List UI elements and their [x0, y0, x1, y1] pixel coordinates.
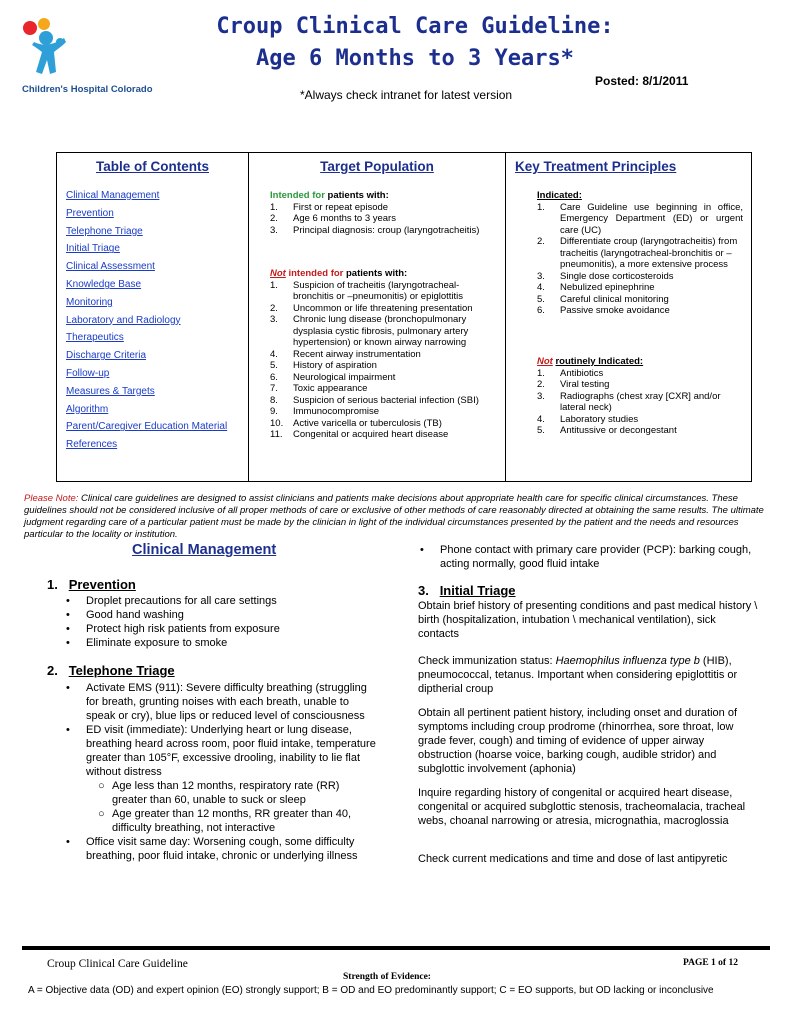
list-item: ○ Age greater than 12 months, RR greater than 40, difficulty breathing, not interactive [98, 808, 352, 834]
key-treatment-column [506, 153, 751, 481]
list-item: • ED visit (immediate): Underlying heart or lung disease, breathing heard across room, poor fluid intake, temperature greater than 105°F, excessive drooling, inability to lie flat without distress [66, 724, 376, 778]
list-item: 6. Passive smoke avoidance [537, 305, 670, 316]
list-item: • Activate EMS (911): Severe difficulty breathing (struggling for breath, grunting noises with each breath, unable to speak or cry), blue lips or reduced level of consciousness [66, 682, 367, 722]
logo-figure-icon [22, 16, 82, 82]
not-indicated-list [537, 368, 743, 437]
telephone-triage-list [64, 681, 376, 863]
disclaimer-label: Please Note: [24, 493, 79, 504]
telephone-triage-heading: 2. Telephone Triage [47, 663, 175, 678]
toc-link-monitoring[interactable]: Monitoring [66, 296, 113, 308]
not-intended-list [270, 280, 498, 441]
list-item: 5. History of aspiration [270, 360, 377, 371]
toc-list [66, 189, 227, 456]
list-item: • Phone contact with primary care provider (PCP): barking cough, acting normally, good fluid intake [420, 544, 752, 570]
list-item: 2. Uncommon or life threatening presentation [270, 302, 473, 314]
not-indicated-label: Not routinely Indicated: [537, 356, 644, 367]
indicated-list [537, 202, 743, 317]
list-item: • Good hand washing [66, 609, 184, 621]
logo-text: Children's Hospital Colorado [22, 84, 153, 95]
prevention-list [64, 594, 364, 650]
initial-triage-pertinent-history: Obtain all pertinent patient history, including onset and duration of symptoms including croup prodrome (rhinorrhea, sore throat, low grade fever, cough) and timing of evidence of upper airway obstruction (hoarse voice, barking cough, audible stridor) and subglottic involvement (aphonia) [418, 707, 737, 775]
indicated-label: Indicated: [537, 190, 582, 201]
list-item: 1. Suspicion of tracheitis (laryngotracheal-bronchitis or –pneumonitis) or epiglottitis [270, 279, 464, 302]
list-item: 2. Age 6 months to 3 years [270, 213, 396, 224]
list-item: 5. Antitussive or decongestant [537, 425, 677, 436]
list-item: 2. Differentiate croup (laryngotracheitis) from tracheitis (laryngotracheal-bronchitis or –pneumonitis), a more extensive process [537, 236, 738, 270]
target-population-column [249, 153, 506, 481]
disclaimer-text: Clinical care guidelines are designed to assist clinicians and patients make decisions about appropriate health care for specific clinical circumstances. These guidelines should not be considered inclusive of all proper methods of care or exclusive of other methods of care reasonably directed at obtaining the same results. The ultimate judgment regarding care of a particular patient must be made by the clinician in light of the individual circumstances presented by the patient and the needs and resources particular to the locality or institution. [24, 493, 764, 540]
list-item: • Eliminate exposure to smoke [66, 637, 228, 649]
list-item: • Protect high risk patients from exposure [66, 623, 280, 635]
toc-heading: Table of Contents [96, 159, 209, 174]
list-item: 10. Active varicella or tuberculosis (TB) [270, 417, 442, 429]
footer-evidence-heading: Strength of Evidence: [343, 972, 431, 982]
list-item: 11. Congenital or acquired heart disease [270, 429, 449, 440]
toc-link-measures-targets[interactable]: Measures & Targets [66, 385, 155, 397]
not-intended-block [270, 268, 498, 441]
toc-link-knowledge-base[interactable]: Knowledge Base [66, 278, 142, 290]
list-item: 4. Nebulized epinephrine [537, 282, 655, 293]
intended-label: Intended for patients with: [270, 190, 389, 201]
toc-link-telephone-triage[interactable]: Telephone Triage [66, 225, 143, 237]
indicated-block [537, 190, 743, 317]
footer-evidence-text: A = Objective data (OD) and expert opinion (EO) strongly support; B = OD and EO predominantly support; C = EO supports, but OD lacking or inconclusive [28, 985, 714, 996]
toc-link-education-material[interactable]: Parent/Caregiver Education Material [66, 421, 228, 433]
list-item: 7. Toxic appearance [270, 383, 368, 394]
disclaimer-note [24, 493, 764, 541]
toc-column [57, 153, 249, 481]
prevention-heading: 1. Prevention [47, 577, 136, 592]
hospital-logo [22, 16, 152, 96]
footer-document-name: Croup Clinical Care Guideline [47, 958, 188, 970]
initial-triage-medications: Check current medications and time and dose of last antipyretic [418, 853, 728, 865]
toc-link-discharge-criteria[interactable]: Discharge Criteria [66, 350, 147, 362]
posted-date: Posted: 8/1/2011 [595, 74, 689, 88]
target-population-heading: Target Population [320, 159, 434, 174]
list-item: 6. Neurological impairment [270, 371, 396, 383]
clinical-management-heading: Clinical Management [132, 542, 277, 558]
toc-link-prevention[interactable]: Prevention [66, 207, 114, 219]
list-item: • Office visit same day: Worsening cough, some difficulty breathing, poor fluid intake, chronic or underlying illness [66, 836, 358, 862]
toc-link-algorithm[interactable]: Algorithm [66, 403, 109, 415]
not-intended-label: Not intended for patients with: [270, 268, 408, 279]
phone-contact-list [418, 543, 758, 571]
list-item: 3. Chronic lung disease (bronchopulmonary dysplasia cystic fibrosis, pulmonary artery hypertension) or known airway narrowing [270, 314, 469, 348]
toc-link-clinical-assessment[interactable]: Clinical Assessment [66, 261, 155, 273]
list-item: 5. Careful clinical monitoring [537, 293, 669, 305]
intranet-note: *Always check intranet for latest version [300, 88, 513, 102]
summary-table [56, 152, 752, 482]
not-indicated-block [537, 356, 743, 437]
footer-divider [22, 946, 770, 950]
page-title: Croup Clinical Care Guideline: [216, 14, 614, 39]
toc-link-references[interactable]: References [66, 439, 118, 451]
key-treatment-heading: Key Treatment Principles [515, 159, 677, 174]
list-item: ○ Age less than 12 months, respiratory rate (RR) greater than 60, unable to suck or sleep [98, 780, 340, 806]
toc-link-initial-triage[interactable]: Initial Triage [66, 243, 120, 255]
toc-link-laboratory-radiology[interactable]: Laboratory and Radiology [66, 314, 181, 326]
list-item: 2. Viral testing [537, 379, 610, 390]
list-item: 3. Radiographs (chest xray [CXR] and/or lateral neck) [537, 390, 721, 413]
intended-block [270, 190, 498, 236]
list-item: 1. Antibiotics [537, 367, 604, 379]
list-item: 3. Single dose corticosteroids [537, 270, 674, 282]
initial-triage-heading: 3. Initial Triage [418, 583, 516, 598]
list-item: 9. Immunocompromise [270, 406, 380, 417]
footer-page-number: PAGE 1 of 12 [683, 958, 738, 968]
initial-triage-immunization: Check immunization status: Haemophilus influenza type b (HIB), pneumococcal, tetanus. Important when considering epiglottitis or diptherial croup [418, 655, 738, 695]
initial-triage-heart-history: Inquire regarding history of congenital or acquired heart disease, congenital or acquired subglottic stenosis, tracheomalacia, tracheal webs, choanal narrowing or atresia, micrognathia, macroglossia [418, 787, 746, 827]
list-item: 8. Suspicion of serious bacterial infection (SBI) [270, 394, 479, 406]
toc-link-clinical-management[interactable]: Clinical Management [66, 190, 160, 201]
list-item: • Droplet precautions for all care settings [66, 595, 277, 607]
list-item: 3. Principal diagnosis: croup (laryngotracheitis) [270, 224, 480, 236]
toc-link-therapeutics[interactable]: Therapeutics [66, 332, 124, 344]
list-item: 4. Laboratory studies [537, 413, 639, 425]
list-item: 4. Recent airway instrumentation [270, 348, 421, 360]
list-item: 1. First or repeat episode [270, 201, 389, 213]
toc-link-follow-up[interactable]: Follow-up [66, 367, 110, 379]
intended-list [270, 202, 498, 237]
page-subtitle: Age 6 Months to 3 Years* [256, 46, 574, 71]
initial-triage-history: Obtain brief history of presenting conditions and past medical history \ birth (hospitalization, intubation \ mechanical ventilation), sick contacts [418, 600, 758, 640]
list-item: 1. Care Guideline use beginning in office, Emergency Department (ED) or urgent care (UC) [537, 201, 743, 236]
